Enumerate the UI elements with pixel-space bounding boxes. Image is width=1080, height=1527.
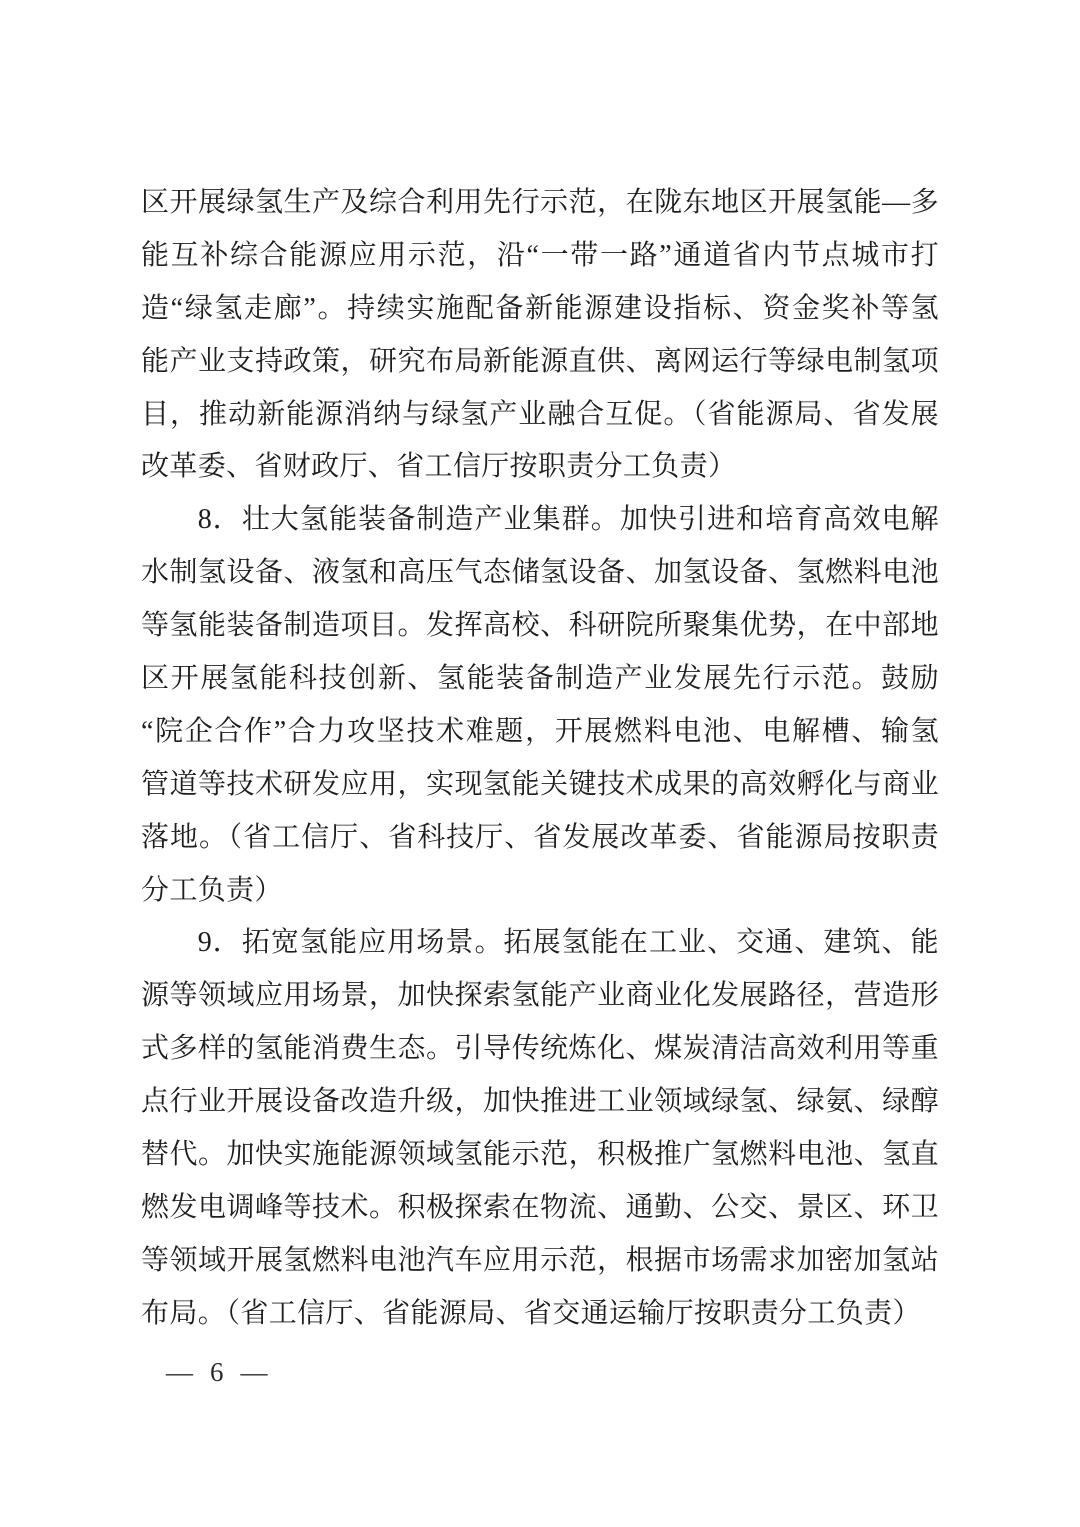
text-line: 能互补综合能源应用示范，沿“一带一路”通道省内节点城市打	[141, 239, 939, 271]
text-line: 布局。（省工信厅、省能源局、省交通运输厅按职责分工负责）	[141, 1297, 921, 1329]
text-line: 区开展氢能科技创新、氢能装备制造产业发展先行示范。鼓励	[141, 663, 939, 695]
text-line: 造“绿氢走廊”。持续实施配备新能源建设指标、资金奖补等氢	[141, 292, 939, 324]
text-line: 水制氢设备、液氢和高压气态储氢设备、加氢设备、氢燃料电池	[141, 557, 939, 589]
text-line: 能产业支持政策，研究布局新能源直供、离网运行等绿电制氢项	[141, 345, 939, 377]
text-line: 分工负责）	[141, 874, 283, 906]
text-line: 等氢能装备制造项目。发挥高校、科研院所聚集优势，在中部地	[141, 610, 939, 642]
footer-dash-right: —	[240, 1357, 268, 1387]
page-footer	[166, 1352, 268, 1392]
text-line: 点行业开展设备改造升级，加快推进工业领域绿氢、绿氨、绿醇	[141, 1086, 939, 1118]
footer-dash-left: —	[166, 1357, 193, 1387]
text-line: 等领域开展氢燃料电池汽车应用示范，根据市场需求加密加氢站	[141, 1244, 939, 1276]
text-line: 管道等技术研发应用，实现氢能关键技术成果的高效孵化与商业	[141, 768, 939, 800]
text-line: 燃发电调峰等技术。积极探索在物流、通勤、公交、景区、环卫	[141, 1191, 939, 1223]
text-line: 8．壮大氢能装备制造产业集群。加快引进和培育高效电解	[197, 504, 939, 536]
text-line: 区开展绿氢生产及综合利用先行示范，在陇东地区开展氢能—多	[141, 187, 939, 218]
document-body	[141, 177, 939, 1341]
text-line: 落地。（省工信厅、省科技厅、省发展改革委、省能源局按职责	[141, 821, 939, 853]
text-line: 改革委、省财政厅、省工信厅按职责分工负责）	[141, 451, 737, 483]
text-line: 式多样的氢能消费生态。引导传统炼化、煤炭清洁高效利用等重	[141, 1033, 939, 1065]
text-line: 源等领域应用场景，加快探索氢能产业商业化发展路径，营造形	[141, 980, 939, 1012]
text-line: 9．拓宽氢能应用场景。拓展氢能在工业、交通、建筑、能	[197, 927, 939, 959]
text-line: “院企合作”合力攻坚技术难题，开展燃料电池、电解槽、输氢	[141, 715, 939, 747]
text-line: 目，推动新能源消纳与绿氢产业融合互促。（省能源局、省发展	[141, 398, 939, 430]
text-line: 替代。加快实施能源领域氢能示范，积极推广氢燃料电池、氢直	[141, 1139, 939, 1171]
page-number: 6	[210, 1357, 224, 1387]
